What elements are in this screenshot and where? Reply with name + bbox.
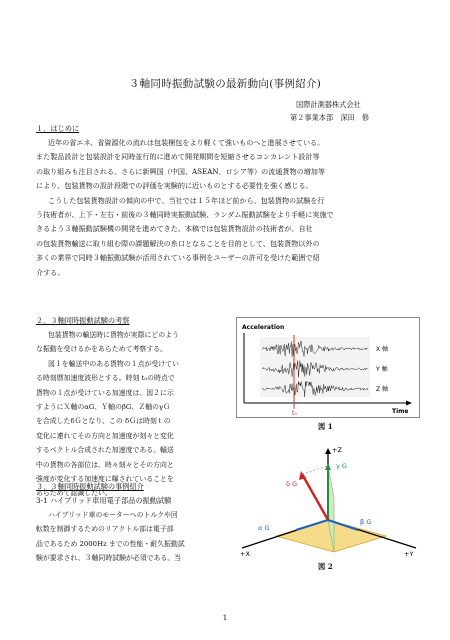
text-line: により、包装貨物の設計段階での評価を実験的に近いものとする必要性を強く感じる。 <box>36 181 313 191</box>
fig2-label-delta: δ G <box>286 480 298 488</box>
figure1-time-waveforms <box>236 317 420 418</box>
section1-heading: １．はじめに <box>36 124 80 133</box>
page-number: 1 <box>222 613 228 622</box>
fig1-y-axis-label: Y 軸 <box>376 366 388 373</box>
figure2-svg <box>236 444 420 559</box>
text-line: な振動を受けるかをあらためて考察する。 <box>36 345 167 354</box>
text-line: 図１を輸送中のある貨物の１点が受けてい <box>48 359 179 368</box>
fig1-xlabel: Time <box>392 408 409 415</box>
fig2-label-z: +Z <box>332 446 342 454</box>
author-name: 第２事業本部 深田 修 <box>290 113 370 122</box>
text-line: するベクトル合成された加速度である。輸送 <box>36 446 174 455</box>
text-line: の取り組みも注目される。さらに新興国（中国、ASEAN、ロシア等）の流通貨物の増加等 <box>36 166 325 176</box>
figure1-svg <box>236 317 420 418</box>
fig2-label-gamma: γ G <box>336 462 347 470</box>
fig2-delta-vector <box>302 474 328 520</box>
text-line: きるよう３軸振動試験機の開発を進めてきた。本稿では包装貨物設計の技術者が、自社 <box>36 224 313 234</box>
text-line: 貨物の１点が受けている加速度は、図２に示 <box>36 388 174 397</box>
text-line: すようにＸ軸のαG、Ｙ軸のβG、Ｚ軸のγＧ <box>36 403 171 412</box>
section2-heading: ２．３軸同時振動試験の考察 <box>36 316 130 325</box>
text-line: 験が要求され、３軸同時試験が必須である。当 <box>36 554 182 563</box>
text-line: こうした包装貨物設計の傾向の中で、当社では１５年ほど前から、包装貨物の試験を行 <box>48 195 325 205</box>
fig2-label-y: +Y <box>404 550 414 558</box>
affiliation-block <box>240 98 410 124</box>
fig1-x-axis-label: X 軸 <box>376 346 389 353</box>
fig2-z-arrow <box>325 448 331 454</box>
text-line: を合成したδＧとなり、この δＧは時刻ｔの <box>36 417 171 426</box>
fig1-ylabel: Acceleration <box>242 324 285 331</box>
paper-title: ３軸同時振動試験の最新動向(事例紹介) <box>128 78 322 90</box>
figure2-vector-diagram <box>236 444 420 559</box>
text-line: の包装貨物輸送に取り組む際の課題解決の糸口となることを目的として、包装貨物以外の <box>36 238 320 248</box>
text-line: 転数を制御するためのリアクトル部は電子部 <box>36 525 174 534</box>
section3-subheading: 3-1 ハイブリッド車用電子部品の振動試験 <box>36 496 172 505</box>
fig1-t0-label: t₀ <box>292 410 297 417</box>
fig2-label-x: +X <box>240 550 250 558</box>
text-line: 品であるため 2000Hz までの性能・耐久振動試 <box>36 539 185 548</box>
fig2-guide-line <box>302 466 328 474</box>
fig2-label-beta: β G <box>360 518 372 526</box>
text-line: う技術者が、上下・左右・前後の３軸同時実振動試験、ランダム振動試験をより手軽に実施で <box>36 210 334 220</box>
section3-heading: ３．３軸同時振動試験の事例紹介 <box>36 482 144 491</box>
text-line: 包装貨物の輸送時に貨物が実際にどのよう <box>48 331 179 339</box>
text-line: 近年の省エネ、省資源化の流れは包装梱包をより軽くて強いものへと進展させている。 <box>48 138 325 147</box>
figure2-caption: 図 2 <box>318 562 333 571</box>
text-line: あらためて認識したい。 <box>36 489 112 498</box>
text-line: る時刻暦加速度波形とする。時刻 t₀の時点で <box>36 374 175 383</box>
section3-body <box>36 508 230 566</box>
text-line: 介する。 <box>36 267 65 277</box>
text-line: ハイブリッド車のモーターへのトルクや回 <box>48 511 178 519</box>
text-line: 変化に連れてその方向と加速度が刻々と変化 <box>36 431 174 440</box>
text-line: 多くの業界で同時３軸振動試験が活用されている事例をユーザーの許可を受けた範囲で紹 <box>36 253 320 263</box>
figure1-caption: 図 1 <box>318 422 333 431</box>
text-line: また製品設計と包装設計を同時並行的に進めて開発期間を短縮させるコンカレント設計等 <box>36 152 320 162</box>
section2-body <box>36 328 230 501</box>
fig2-label-alpha: α G <box>258 524 270 532</box>
text-line: 強度が変化する加速度に曝されていることを <box>36 475 174 484</box>
fig1-z-axis-label: Z 軸 <box>376 386 389 393</box>
company-name: 国際計測器株式会社 <box>296 100 361 109</box>
text-line: 中の貨物の各部位は、時々刻々とその方向と <box>36 460 174 469</box>
section1-body <box>36 136 417 280</box>
